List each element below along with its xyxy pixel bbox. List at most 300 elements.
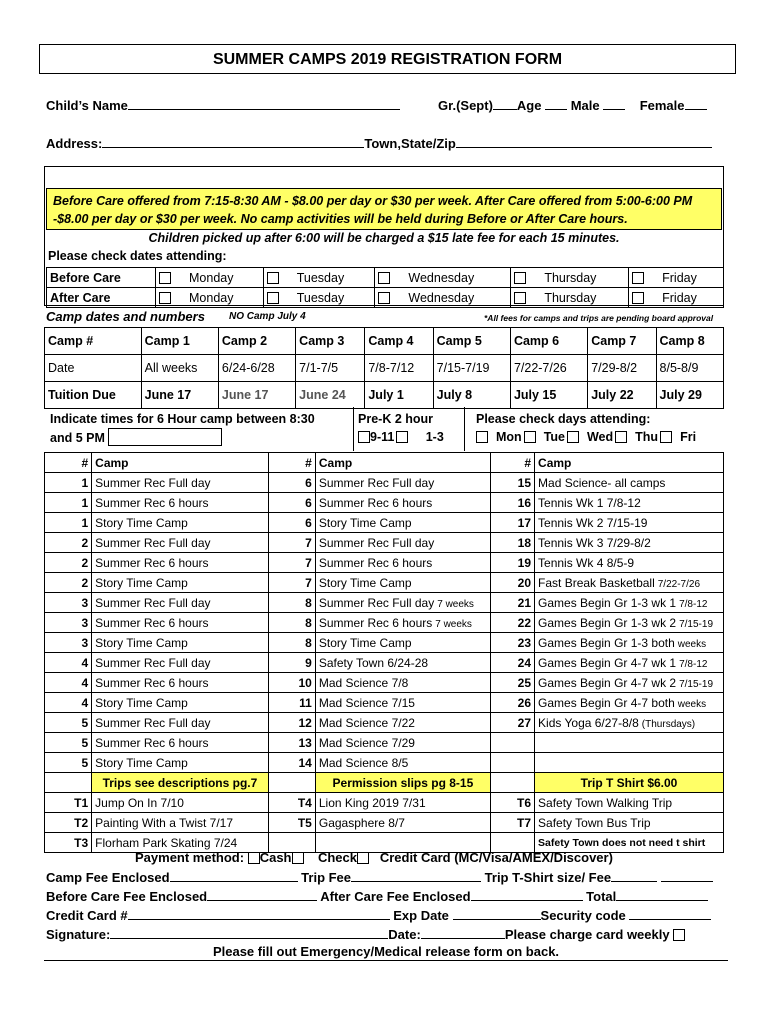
camp-table-cell: July 29	[656, 382, 723, 409]
care-row-label: Before Care	[47, 268, 156, 288]
day-checkbox[interactable]	[660, 431, 672, 443]
list-number: 6	[268, 513, 315, 533]
credit-checkbox[interactable]	[357, 852, 369, 864]
highlight-spacer	[268, 773, 315, 793]
table-row	[45, 553, 724, 573]
list-number: 1	[45, 473, 92, 493]
list-item-text: Summer Rec 6 hours	[95, 675, 209, 690]
list-number: T1	[45, 793, 92, 813]
list-number: T5	[268, 813, 315, 833]
exp-label: Exp Date	[393, 908, 449, 923]
camp-table-cell: June 17	[218, 382, 295, 409]
highlight-row	[45, 773, 724, 793]
list-header-camp: Camp	[535, 453, 724, 473]
form-title: SUMMER CAMPS 2019 REGISTRATION FORM	[39, 44, 736, 74]
highlight-cell: Permission slips pg 8-15	[315, 773, 490, 793]
list-item	[92, 513, 269, 533]
list-header-num: #	[268, 453, 315, 473]
list-item	[92, 533, 269, 553]
list-number: 8	[268, 613, 315, 633]
list-number: 17	[490, 513, 534, 533]
age-label: Age	[516, 98, 542, 113]
list-item	[535, 533, 724, 553]
list-item-text: Kids Yoga 6/27-8/8	[538, 715, 639, 730]
list-item-note: 7/15-19	[679, 678, 714, 690]
age-field[interactable]	[545, 97, 567, 110]
care-day-checkbox[interactable]	[514, 272, 526, 284]
date-field[interactable]	[421, 926, 505, 939]
no-camp-note: NO Camp July 4	[229, 311, 306, 322]
table-row	[45, 633, 724, 653]
list-item-text: Tennis Wk 4 8/5-9	[538, 555, 635, 570]
list-item	[315, 713, 490, 733]
camp-table-cell: June 17	[141, 382, 218, 409]
care-day-label: Wednesday	[408, 270, 475, 285]
child-info-line	[46, 97, 400, 113]
list-item-text: Summer Rec Full day	[95, 475, 211, 490]
list-item-note: weeks	[677, 698, 707, 710]
care-day-checkbox[interactable]	[514, 292, 526, 304]
care-day-cell	[263, 268, 375, 288]
list-item	[92, 613, 269, 633]
list-number: 8	[268, 633, 315, 653]
list-number: 6	[268, 493, 315, 513]
care-day-checkbox[interactable]	[378, 272, 390, 284]
care-day-checkbox[interactable]	[267, 292, 279, 304]
list-number: 3	[45, 633, 92, 653]
list-item	[535, 753, 724, 773]
grade-age-line	[438, 97, 707, 113]
credit-label: Credit Card (MC/Visa/AMEX/Discover)	[379, 850, 613, 865]
list-item-text: Summer Rec 6 hours	[95, 495, 209, 510]
camp-table-cell: 7/8-7/12	[365, 355, 433, 382]
care-day-cell	[511, 268, 629, 288]
care-day-label: Thursday	[544, 270, 597, 285]
card-line	[46, 907, 711, 923]
trip-fee-label: Trip Fee	[301, 870, 352, 885]
list-number: T4	[268, 793, 315, 813]
list-item	[535, 513, 724, 533]
list-item	[315, 793, 490, 813]
list-item	[92, 493, 269, 513]
days-attending-section	[476, 410, 696, 446]
list-item	[92, 573, 269, 593]
day-label: Tue	[543, 430, 565, 444]
town-field[interactable]	[456, 135, 712, 148]
card-number-field[interactable]	[128, 907, 390, 920]
list-item-text: Summer Rec Full day	[95, 715, 211, 730]
list-header-num: #	[45, 453, 92, 473]
list-item-note: 7 weeks	[435, 618, 472, 630]
list-number: 4	[45, 673, 92, 693]
care-day-cell	[375, 268, 511, 288]
list-number: 3	[45, 593, 92, 613]
table-row	[45, 653, 724, 673]
list-item-text: Story Time Camp	[318, 575, 412, 590]
care-notice: Before Care offered from 7:15-8:30 AM - $8.00 per day or $30 per week. After Care offered from 5:00-6:00 PM -$8.00 per day or $30 per week. No camp activities will be held during Before or After Care hours.	[46, 188, 722, 230]
list-item-text: Summer Rec 6 hours	[95, 555, 209, 570]
address-field[interactable]	[102, 135, 364, 148]
camp-fee-field[interactable]	[170, 869, 298, 882]
list-item-text: Story Time Camp	[318, 515, 412, 530]
six-hour-line2: and 5 PM	[50, 431, 105, 445]
care-day-checkbox[interactable]	[632, 272, 644, 284]
list-item-text: Fast Break Basketball	[538, 575, 655, 590]
list-item-text: Games Begin Gr 4-7 wk 1	[538, 655, 677, 670]
check-dates-label: Please check dates attending:	[48, 249, 227, 263]
security-label: Security code	[540, 908, 626, 923]
day-label: Fri	[680, 430, 697, 444]
list-item-text: Mad Science 8/5	[318, 755, 409, 770]
male-field[interactable]	[603, 97, 625, 110]
signature-field[interactable]	[110, 926, 388, 939]
six-hour-line1: Indicate times for 6 Hour camp between 8:30	[50, 412, 315, 426]
address-label: Address:	[46, 136, 103, 151]
care-day-label: Tuesday	[296, 270, 345, 285]
list-number: 27	[490, 713, 534, 733]
list-number: 18	[490, 533, 534, 553]
list-number: T2	[45, 813, 92, 833]
list-header-row	[45, 453, 724, 473]
list-number: 19	[490, 553, 534, 573]
list-item	[92, 673, 269, 693]
care-day-cell	[629, 288, 724, 308]
care-day-cell	[263, 288, 375, 308]
prek-title: Pre-K 2 hour	[358, 412, 434, 426]
prek-opt1-label: 9-11	[370, 430, 395, 444]
list-number: 25	[490, 673, 534, 693]
back-note: Please fill out Emergency/Medical release form on back.	[44, 944, 728, 961]
camp-table-cell: 6/24-6/28	[218, 355, 295, 382]
signature-label: Signature:	[46, 927, 111, 942]
trip-row	[45, 793, 724, 813]
list-number: 16	[490, 493, 534, 513]
list-number: 12	[268, 713, 315, 733]
list-number: 22	[490, 613, 534, 633]
camp-fee-label: Camp Fee Enclosed	[46, 870, 170, 885]
list-item	[92, 793, 269, 813]
list-item	[92, 693, 269, 713]
day-checkbox[interactable]	[615, 431, 627, 443]
camp-table-cell: Camp 3	[296, 328, 365, 355]
care-day-checkbox[interactable]	[632, 292, 644, 304]
list-item-text: Story Time Camp	[95, 635, 188, 650]
care-day-cell	[156, 288, 264, 308]
care-day-checkbox[interactable]	[159, 292, 171, 304]
list-item	[92, 653, 269, 673]
cash-checkbox[interactable]	[248, 852, 260, 864]
town-label: Town,State/Zip	[364, 136, 456, 151]
list-number: 6	[268, 473, 315, 493]
list-item	[315, 493, 490, 513]
late-fee-note: Children picked up after 6:00 will be charged a $15 late fee for each 15 minutes.	[148, 231, 620, 245]
list-item-text: Safety Town 6/24-28	[318, 655, 429, 670]
list-header-num: #	[490, 453, 534, 473]
list-item	[92, 813, 269, 833]
check-checkbox[interactable]	[292, 852, 304, 864]
camp-table-cell: July 15	[510, 382, 587, 409]
list-number: 4	[45, 653, 92, 673]
table-row	[45, 713, 724, 733]
grade-label: Gr.(Sept)	[438, 98, 493, 113]
fee-line-2	[46, 888, 708, 904]
highlight-cell: Trips see descriptions pg.7	[92, 773, 269, 793]
care-day-cell	[511, 288, 629, 308]
exp-field[interactable]	[453, 907, 541, 920]
camp-dates-table	[44, 327, 724, 409]
highlight-spacer	[45, 773, 92, 793]
table-row	[45, 613, 724, 633]
care-day-label: Thursday	[544, 290, 597, 305]
list-number: 8	[268, 593, 315, 613]
security-field[interactable]	[629, 907, 711, 920]
list-item-text: Summer Rec Full day	[95, 595, 211, 610]
camp-table-row	[45, 328, 724, 355]
divider	[353, 407, 354, 451]
camp-table-cell: Camp 8	[656, 328, 723, 355]
camp-table-cell: All weeks	[141, 355, 218, 382]
camp-table-cell: July 8	[433, 382, 510, 409]
day-label: Thu	[635, 430, 659, 444]
tshirt-fee-field[interactable]	[661, 869, 713, 882]
table-row	[45, 753, 724, 773]
list-item	[92, 473, 269, 493]
camp-table-cell: Camp 2	[218, 328, 295, 355]
list-number: 26	[490, 693, 534, 713]
list-item	[315, 633, 490, 653]
list-item-text: Summer Rec Full day	[318, 535, 435, 550]
list-item-text: Mad Science 7/22	[318, 715, 415, 730]
six-hour-times-field[interactable]	[108, 428, 222, 446]
care-day-label: Friday	[662, 270, 697, 285]
female-field[interactable]	[685, 97, 707, 110]
list-item	[315, 733, 490, 753]
list-item	[535, 653, 724, 673]
list-item-note: 7/8-12	[679, 598, 708, 610]
list-item	[315, 533, 490, 553]
list-item-note: (Thursdays)	[641, 718, 696, 730]
list-number	[490, 733, 534, 753]
table-row	[45, 573, 724, 593]
day-checkbox[interactable]	[524, 431, 536, 443]
list-item-text: Games Begin Gr 1-3 wk 1	[538, 595, 677, 610]
list-item-text: Summer Rec Full day	[318, 595, 435, 610]
table-row	[45, 693, 724, 713]
camp-table-cell: Camp 6	[510, 328, 587, 355]
list-item-text: Games Begin Gr 4-7 wk 2	[538, 675, 677, 690]
list-number: 1	[45, 513, 92, 533]
list-number: 5	[45, 753, 92, 773]
list-item	[315, 573, 490, 593]
list-item-text: Mad Science 7/29	[318, 735, 415, 750]
table-row	[45, 673, 724, 693]
date-label: Date:	[388, 927, 421, 942]
list-item-note: weeks	[677, 638, 707, 650]
list-number: 7	[268, 573, 315, 593]
table-row	[45, 733, 724, 753]
camp-table-cell: 7/15-7/19	[433, 355, 510, 382]
list-item	[315, 693, 490, 713]
list-number: 11	[268, 693, 315, 713]
prek-section	[358, 410, 444, 446]
fees-note: *All fees for camps and trips are pending board approval	[484, 313, 714, 323]
total-label: Total	[586, 889, 617, 904]
list-item-note: 7/22-7/26	[657, 578, 701, 590]
highlight-spacer	[490, 773, 534, 793]
days-attending-title: Please check days attending:	[476, 412, 651, 426]
list-number: 24	[490, 653, 534, 673]
list-item-text: Games Begin Gr 1-3 wk 2	[538, 615, 677, 630]
cash-label: Cash	[259, 850, 292, 865]
trip-fee-field[interactable]	[351, 869, 481, 882]
fee-line-1	[46, 869, 713, 885]
male-label: Male	[570, 98, 600, 113]
charge-weekly-label: Please charge card weekly	[504, 927, 670, 942]
list-number: 5	[45, 713, 92, 733]
list-item-text: Story Time Camp	[95, 695, 188, 710]
before-care-fee-field[interactable]	[207, 888, 317, 901]
after-care-fee-field[interactable]	[471, 888, 583, 901]
list-item-text: Safety Town Bus Trip	[538, 815, 651, 830]
options-section	[44, 407, 724, 451]
camp-list-table	[44, 452, 724, 853]
camp-table-cell: Camp #	[45, 328, 142, 355]
list-item-text: Games Begin Gr 1-3 both	[538, 635, 675, 650]
table-row	[45, 513, 724, 533]
list-number: 1	[45, 493, 92, 513]
list-item	[535, 473, 724, 493]
camp-table-cell: Camp 4	[365, 328, 433, 355]
list-item-text: Tennis Wk 2 7/15-19	[538, 515, 648, 530]
list-item-text: Summer Rec 6 hours	[95, 615, 209, 630]
list-item-text: Story Time Camp	[318, 635, 412, 650]
list-item	[535, 693, 724, 713]
list-item	[315, 593, 490, 613]
camp-table-row	[45, 355, 724, 382]
list-item-text: Summer Rec 6 hours	[318, 555, 433, 570]
list-number: 7	[268, 533, 315, 553]
care-day-label: Tuesday	[296, 290, 345, 305]
list-item	[535, 633, 724, 653]
care-day-checkbox[interactable]	[159, 272, 171, 284]
list-number: T7	[490, 813, 534, 833]
list-item-text: Story Time Camp	[95, 755, 188, 770]
camp-table-cell: July 22	[588, 382, 656, 409]
list-item	[535, 493, 724, 513]
prek-opt2-label: 1-3	[425, 430, 444, 444]
charge-weekly-checkbox[interactable]	[673, 929, 685, 941]
list-item	[535, 713, 724, 733]
list-item	[315, 673, 490, 693]
day-label: Mon	[496, 430, 522, 444]
list-item	[315, 653, 490, 673]
day-checkbox[interactable]	[476, 431, 488, 443]
trip-row	[45, 813, 724, 833]
care-row	[47, 288, 724, 308]
list-item-text: Summer Rec Full day	[318, 475, 435, 490]
camp-table-cell: June 24	[296, 382, 365, 409]
table-row	[45, 473, 724, 493]
camp-table-row	[45, 382, 724, 409]
divider	[464, 407, 465, 451]
list-item-text: Safety Town does not need t shirt	[538, 836, 706, 849]
list-item	[315, 613, 490, 633]
list-item-text: Lion King 2019 7/31	[318, 795, 426, 810]
list-item	[315, 553, 490, 573]
list-item-text: Painting With a Twist 7/17	[95, 815, 234, 830]
list-item	[92, 733, 269, 753]
list-item-text: Tennis Wk 3 7/29-8/2	[538, 535, 651, 550]
card-number-label: Credit Card #	[46, 908, 128, 923]
child-name-field[interactable]	[128, 97, 400, 110]
care-day-cell	[629, 268, 724, 288]
list-item-text: Story Time Camp	[95, 515, 188, 530]
list-item-text: Safety Town Walking Trip	[538, 795, 673, 810]
payment-line	[135, 850, 613, 865]
list-number: 4	[45, 693, 92, 713]
check-label: Check	[317, 850, 357, 865]
signature-line	[46, 926, 685, 942]
list-number: 23	[490, 633, 534, 653]
list-item	[92, 593, 269, 613]
prek-1-3-checkbox[interactable]	[396, 431, 408, 443]
list-item	[315, 513, 490, 533]
camp-table-cell: Camp 5	[433, 328, 510, 355]
care-day-label: Monday	[189, 290, 234, 305]
list-item-text: Games Begin Gr 4-7 both	[538, 695, 675, 710]
list-item	[535, 733, 724, 753]
list-item	[92, 713, 269, 733]
list-item	[315, 473, 490, 493]
care-day-label: Wednesday	[408, 290, 475, 305]
list-item-text: Story Time Camp	[95, 575, 188, 590]
list-item	[535, 573, 724, 593]
list-item	[315, 813, 490, 833]
camp-table-cell: Camp 7	[588, 328, 656, 355]
list-item	[535, 813, 724, 833]
before-care-fee-label: Before Care Fee Enclosed	[46, 889, 208, 904]
tshirt-size-field[interactable]	[611, 869, 657, 882]
list-number: 7	[268, 553, 315, 573]
list-item-text: Summer Rec Full day	[95, 655, 211, 670]
day-checkbox[interactable]	[567, 431, 579, 443]
list-number: T3	[45, 833, 92, 853]
list-number: T6	[490, 793, 534, 813]
care-day-checkbox[interactable]	[378, 292, 390, 304]
list-item-text: Summer Rec Full day	[95, 535, 211, 550]
list-item	[535, 553, 724, 573]
prek-9-11-checkbox[interactable]	[358, 431, 370, 443]
list-number: 2	[45, 573, 92, 593]
camp-dates-heading: Camp dates and numbers	[46, 309, 205, 324]
list-number: 15	[490, 473, 534, 493]
day-label: Wed	[586, 430, 614, 444]
list-number: 14	[268, 753, 315, 773]
list-item-note: 7 weeks	[437, 598, 474, 610]
list-item-text: Gagasphere 8/7	[318, 815, 405, 830]
list-item-text: Florham Park Skating 7/24	[95, 835, 238, 850]
camp-table-cell: Camp 1	[141, 328, 218, 355]
grade-field[interactable]	[493, 97, 517, 110]
list-number: 5	[45, 733, 92, 753]
child-name-label: Child’s Name	[46, 98, 128, 113]
female-label: Female	[639, 98, 685, 113]
list-number: 21	[490, 593, 534, 613]
list-item	[92, 753, 269, 773]
total-field[interactable]	[616, 888, 708, 901]
care-day-checkbox[interactable]	[267, 272, 279, 284]
list-item-note: 7/15-19	[679, 618, 714, 630]
